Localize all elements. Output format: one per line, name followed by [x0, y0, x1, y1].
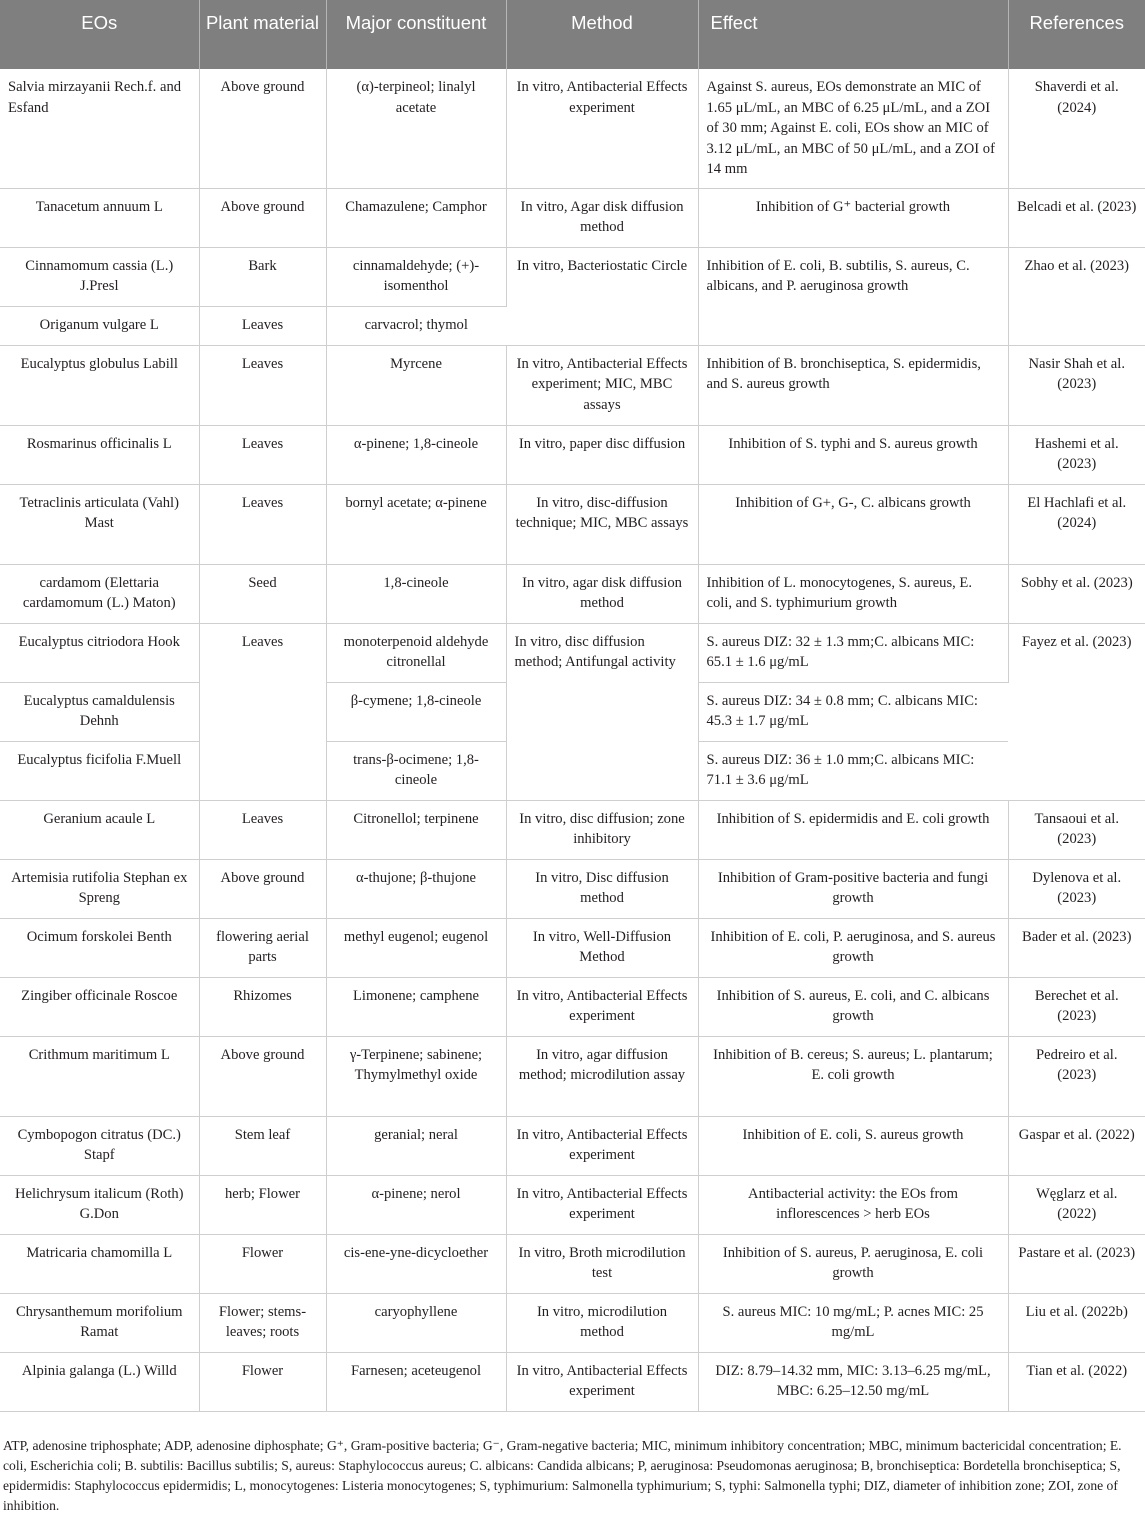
header-eos: EOs: [0, 0, 199, 69]
cell-plant: Above ground: [199, 1036, 326, 1116]
cell-eo: Matricaria chamomilla L: [0, 1234, 199, 1293]
cell-plant: Bark: [199, 247, 326, 306]
cell-constituent: 1,8-cineole: [326, 564, 506, 623]
cell-method: In vitro, disc diffusion; zone inhibitory: [506, 800, 698, 859]
table-row: [0, 1293, 1145, 1352]
cell-constituent: Chamazulene; Camphor: [326, 188, 506, 247]
cell-eo: Rosmarinus officinalis L: [0, 425, 199, 484]
cell-eo: Cymbopogon citratus (DC.) Stapf: [0, 1116, 199, 1175]
cell-method: In vitro, Bacteriostatic Circle: [506, 247, 698, 345]
cell-eo: Zingiber officinale Roscoe: [0, 977, 199, 1036]
cell-constituent: cis-ene-yne-dicycloether: [326, 1234, 506, 1293]
cell-plant: Flower: [199, 1352, 326, 1411]
cell-effect: Inhibition of B. bronchiseptica, S. epidermidis, and S. aureus growth: [698, 345, 1008, 425]
cell-constituent: carvacrol; thymol: [326, 306, 506, 345]
table-row: [0, 188, 1145, 247]
cell-eo: Tanacetum annuum L: [0, 188, 199, 247]
cell-ref: Zhao et al. (2023): [1008, 247, 1145, 345]
table-row: [0, 800, 1145, 859]
cell-ref: Nasir Shah et al. (2023): [1008, 345, 1145, 425]
header-effect: Effect: [698, 0, 1008, 69]
cell-effect: Against S. aureus, EOs demonstrate an MIC of 1.65 μL/mL, an MBC of 6.25 μL/mL, and a ZOI of 30 mm; Against E. coli, EOs show an MIC of 3.12 μL/mL, an MBC of 50 μL/mL, and a ZOI of 14 mm: [698, 69, 1008, 188]
cell-eo: Ocimum forskolei Benth: [0, 918, 199, 977]
cell-ref: Fayez et al. (2023): [1008, 623, 1145, 800]
cell-method: In vitro, Antibacterial Effects experiment: [506, 1116, 698, 1175]
cell-method: In vitro, Disc diffusion method: [506, 859, 698, 918]
header-plant-material: Plant material: [199, 0, 326, 69]
cell-ref: Węglarz et al. (2022): [1008, 1175, 1145, 1234]
cell-constituent: Myrcene: [326, 345, 506, 425]
cell-method: In vitro, microdilution method: [506, 1293, 698, 1352]
cell-constituent: geranial; neral: [326, 1116, 506, 1175]
table-row: [0, 247, 1145, 306]
cell-ref: Pastare et al. (2023): [1008, 1234, 1145, 1293]
cell-ref: Belcadi et al. (2023): [1008, 188, 1145, 247]
table-row: [0, 1175, 1145, 1234]
cell-eo: Eucalyptus citriodora Hook: [0, 623, 199, 682]
table-row: [0, 564, 1145, 623]
cell-plant: Leaves: [199, 425, 326, 484]
cell-eo: cardamom (Elettaria cardamomum (L.) Maton): [0, 564, 199, 623]
cell-method: In vitro, Antibacterial Effects experiment; MIC, MBC assays: [506, 345, 698, 425]
cell-method: In vitro, disc-diffusion technique; MIC, MBC assays: [506, 484, 698, 564]
cell-ref: Gaspar et al. (2022): [1008, 1116, 1145, 1175]
cell-plant: Seed: [199, 564, 326, 623]
table-header-row: [0, 0, 1145, 69]
cell-ref: El Hachlafi et al. (2024): [1008, 484, 1145, 564]
cell-ref: Shaverdi et al. (2024): [1008, 69, 1145, 188]
cell-effect: Inhibition of E. coli, B. subtilis, S. aureus, C. albicans, and P. aeruginosa growth: [698, 247, 1008, 345]
cell-method: In vitro, agar disk diffusion method: [506, 564, 698, 623]
cell-method: In vitro, agar diffusion method; microdilution assay: [506, 1036, 698, 1116]
cell-constituent: Citronellol; terpinene: [326, 800, 506, 859]
cell-effect: Inhibition of S. typhi and S. aureus growth: [698, 425, 1008, 484]
cell-constituent: α-pinene; 1,8-cineole: [326, 425, 506, 484]
cell-eo: Eucalyptus ficifolia F.Muell: [0, 741, 199, 800]
cell-eo: Geranium acaule L: [0, 800, 199, 859]
cell-method: In vitro, Antibacterial Effects experiment: [506, 69, 698, 188]
cell-constituent: methyl eugenol; eugenol: [326, 918, 506, 977]
cell-effect: Inhibition of S. aureus, P. aeruginosa, E. coli growth: [698, 1234, 1008, 1293]
cell-constituent: α-pinene; nerol: [326, 1175, 506, 1234]
cell-plant: Flower: [199, 1234, 326, 1293]
cell-eo: Origanum vulgare L: [0, 306, 199, 345]
cell-constituent: caryophyllene: [326, 1293, 506, 1352]
cell-effect: Inhibition of L. monocytogenes, S. aureus, E. coli, and S. typhimurium growth: [698, 564, 1008, 623]
cell-constituent: (α)-terpineol; linalyl acetate: [326, 69, 506, 188]
cell-eo: Eucalyptus globulus Labill: [0, 345, 199, 425]
cell-effect: Inhibition of B. cereus; S. aureus; L. plantarum; E. coli growth: [698, 1036, 1008, 1116]
cell-effect: Inhibition of S. epidermidis and E. coli growth: [698, 800, 1008, 859]
cell-eo: Chrysanthemum morifolium Ramat: [0, 1293, 199, 1352]
table-row: [0, 623, 1145, 682]
table-row: [0, 345, 1145, 425]
cell-plant: Leaves: [199, 306, 326, 345]
cell-plant: Flower; stems-leaves; roots: [199, 1293, 326, 1352]
cell-effect: Antibacterial activity: the EOs from inflorescences > herb EOs: [698, 1175, 1008, 1234]
cell-plant: herb; Flower: [199, 1175, 326, 1234]
cell-constituent: cinnamaldehyde; (+)-isomenthol: [326, 247, 506, 306]
cell-method: In vitro, Well-Diffusion Method: [506, 918, 698, 977]
table-row: [0, 1352, 1145, 1411]
table-row: [0, 425, 1145, 484]
cell-plant: Leaves: [199, 623, 326, 800]
cell-plant: Leaves: [199, 484, 326, 564]
cell-effect: Inhibition of G+, G-, C. albicans growth: [698, 484, 1008, 564]
table-row: [0, 1036, 1145, 1116]
cell-effect: S. aureus DIZ: 32 ± 1.3 mm;C. albicans MIC: 65.1 ± 1.6 μg/mL: [698, 623, 1008, 682]
cell-ref: Bader et al. (2023): [1008, 918, 1145, 977]
header-method: Method: [506, 0, 698, 69]
cell-ref: Sobhy et al. (2023): [1008, 564, 1145, 623]
cell-constituent: α-thujone; β-thujone: [326, 859, 506, 918]
cell-plant: Rhizomes: [199, 977, 326, 1036]
cell-constituent: monoterpenoid aldehyde citronellal: [326, 623, 506, 682]
table-row: [0, 859, 1145, 918]
header-references: References: [1008, 0, 1145, 69]
cell-plant: Above ground: [199, 69, 326, 188]
cell-plant: Stem leaf: [199, 1116, 326, 1175]
cell-method: In vitro, Broth microdilution test: [506, 1234, 698, 1293]
cell-effect: Inhibition of E. coli, S. aureus growth: [698, 1116, 1008, 1175]
cell-eo: Eucalyptus camaldulensis Dehnh: [0, 682, 199, 741]
cell-constituent: γ-Terpinene; sabinene; Thymylmethyl oxide: [326, 1036, 506, 1116]
cell-constituent: β-cymene; 1,8-cineole: [326, 682, 506, 741]
cell-eo: Salvia mirzayanii Rech.f. and Esfand: [0, 69, 199, 188]
cell-effect: S. aureus DIZ: 36 ± 1.0 mm;C. albicans MIC: 71.1 ± 3.6 μg/mL: [698, 741, 1008, 800]
table-row: [0, 69, 1145, 188]
cell-effect: Inhibition of G⁺ bacterial growth: [698, 188, 1008, 247]
cell-method: In vitro, Antibacterial Effects experiment: [506, 1352, 698, 1411]
table-footnote: ATP, adenosine triphosphate; ADP, adenosine diphosphate; G⁺, Gram-positive bacteria; G⁻, Gram-negative bacteria; MIC, minimum inhibitory concentration; MBC, minimum bactericidal concentration; E. coli, Escherichia coli; B. subtilis: Bacillus subtilis; S, aureus: Staphylococcus aureus; C. albicans: Candida albicans; P, aeruginosa: Pseudomonas aeruginosa; B, bronchiseptica: Bordetella bronchiseptica; S, epidermidis: Staphylococcus epidermidis; L, monocytogenes: Listeria monocytogenes; S, typhimurium: Salmonella typhimurium; S, typhi: Salmonella typhi; DIZ, diameter of inhibition zone; ZOI, zone of inhibition.: [3, 1438, 1122, 1513]
cell-ref: Tian et al. (2022): [1008, 1352, 1145, 1411]
table-row: [0, 1234, 1145, 1293]
table-row: [0, 977, 1145, 1036]
cell-eo: Crithmum maritimum L: [0, 1036, 199, 1116]
cell-eo: Helichrysum italicum (Roth) G.Don: [0, 1175, 199, 1234]
cell-method: In vitro, Antibacterial Effects experiment: [506, 1175, 698, 1234]
cell-plant: Above ground: [199, 859, 326, 918]
cell-effect: Inhibition of E. coli, P. aeruginosa, and S. aureus growth: [698, 918, 1008, 977]
cell-ref: Pedreiro et al. (2023): [1008, 1036, 1145, 1116]
cell-plant: Leaves: [199, 345, 326, 425]
cell-ref: Dylenova et al. (2023): [1008, 859, 1145, 918]
cell-eo: Cinnamomum cassia (L.) J.Presl: [0, 247, 199, 306]
cell-ref: Berechet et al. (2023): [1008, 977, 1145, 1036]
cell-ref: Hashemi et al. (2023): [1008, 425, 1145, 484]
cell-constituent: Limonene; camphene: [326, 977, 506, 1036]
cell-effect: Inhibition of S. aureus, E. coli, and C. albicans growth: [698, 977, 1008, 1036]
table-row: [0, 918, 1145, 977]
cell-ref: Liu et al. (2022b): [1008, 1293, 1145, 1352]
cell-eo: Alpinia galanga (L.) Willd: [0, 1352, 199, 1411]
cell-method: In vitro, paper disc diffusion: [506, 425, 698, 484]
cell-effect: S. aureus MIC: 10 mg/mL; P. acnes MIC: 25 mg/mL: [698, 1293, 1008, 1352]
cell-plant: flowering aerial parts: [199, 918, 326, 977]
cell-constituent: bornyl acetate; α-pinene: [326, 484, 506, 564]
cell-effect: Inhibition of Gram-positive bacteria and fungi growth: [698, 859, 1008, 918]
header-major-constituent: Major constituent: [326, 0, 506, 69]
cell-eo: Tetraclinis articulata (Vahl) Mast: [0, 484, 199, 564]
cell-ref: Tansaoui et al. (2023): [1008, 800, 1145, 859]
cell-eo: Artemisia rutifolia Stephan ex Spreng: [0, 859, 199, 918]
cell-effect: DIZ: 8.79–14.32 mm, MIC: 3.13–6.25 mg/mL, MBC: 6.25–12.50 mg/mL: [698, 1352, 1008, 1411]
cell-method: In vitro, Agar disk diffusion method: [506, 188, 698, 247]
cell-method: In vitro, Antibacterial Effects experiment: [506, 977, 698, 1036]
cell-plant: Leaves: [199, 800, 326, 859]
table-row: [0, 1116, 1145, 1175]
cell-method: In vitro, disc diffusion method; Antifungal activity: [506, 623, 698, 800]
cell-constituent: trans-β-ocimene; 1,8-cineole: [326, 741, 506, 800]
cell-plant: Above ground: [199, 188, 326, 247]
cell-effect: S. aureus DIZ: 34 ± 0.8 mm; C. albicans MIC: 45.3 ± 1.7 μg/mL: [698, 682, 1008, 741]
cell-constituent: Farnesen; aceteugenol: [326, 1352, 506, 1411]
table-row: [0, 484, 1145, 564]
